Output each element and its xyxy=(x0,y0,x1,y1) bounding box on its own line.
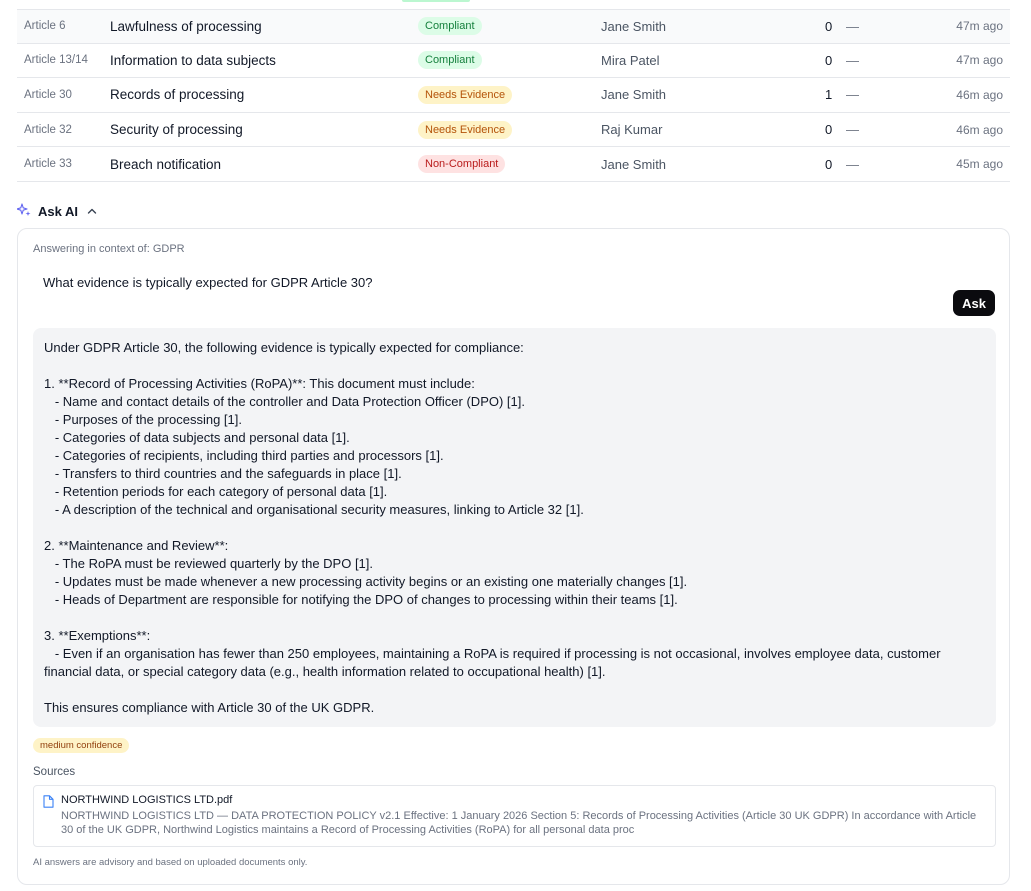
ask-ai-title: Ask AI xyxy=(38,204,78,219)
disclaimer: AI answers are advisory and based on uploaded documents only. xyxy=(33,857,308,868)
evidence-count: 0 xyxy=(825,122,833,138)
table-row[interactable] xyxy=(17,44,1010,79)
confidence-badge: medium confidence xyxy=(33,738,129,753)
empty-value: — xyxy=(846,87,859,103)
document-icon xyxy=(43,795,54,813)
updated-time: 46m ago xyxy=(956,122,1003,137)
status-cell xyxy=(418,86,512,104)
status-cell xyxy=(418,155,505,173)
article-ref: Article 13/14 xyxy=(24,54,88,67)
sources-label: Sources xyxy=(33,766,76,778)
evidence-count: 0 xyxy=(825,156,833,172)
empty-value: — xyxy=(846,18,859,34)
ai-answer xyxy=(33,328,996,727)
requirement-title: Security of processing xyxy=(110,122,243,138)
status-badge: Compliant xyxy=(418,51,482,69)
requirement-title: Lawfulness of processing xyxy=(110,18,262,34)
owner: Jane Smith xyxy=(601,87,667,103)
article-ref: Article 33 xyxy=(24,158,72,171)
requirement-title: Breach notification xyxy=(110,156,222,172)
ask-button[interactable]: Ask xyxy=(953,290,995,316)
article-ref: Article 6 xyxy=(24,20,66,33)
context-label: Answering in context of: GDPR xyxy=(33,243,185,255)
source-name: NORTHWIND LOGISTICS LTD.pdf xyxy=(61,794,233,806)
table-row[interactable] xyxy=(17,147,1010,182)
status-badge: Compliant xyxy=(418,17,482,35)
article-ref: Article 30 xyxy=(24,88,72,101)
article-ref: Article 32 xyxy=(24,123,72,136)
answer-text: Under GDPR Article 30, the following evidence is typically expected for compliance: 1. **Record of Processing Activities (RoPA)**: This document must include: - Name and contact details of the controller and Data Protection Officer (DPO) [1]. - Purposes of the processing [1]. - Categories of data subjects and personal data [1]. - Categories of recipients, including third parties and processors [1]. - Transfers to third countries and the safeguards in place [1]. - Retention periods for each category of personal data [1]. - A description of the technical and organisational security measures, linking to Article 32 [1]. 2. **Maintenance and Review**: - The RoPA must be reviewed quarterly by the DPO [1]. - Updates must be made whenever a new processing activity begins or an existing one materially changes [1]. - Heads of Department are responsible for notifying the DPO of changes to processing within their teams [1]. 3. **Exemptions**: - Even if an organisation has fewer than 250 employees, maintaining a RoPA is required if processing is not occasional, involves employee data, customer financial data, or special category data (e.g., health information related to occupational health) [1]. This ensures compliance with Article 30 of the UK GDPR. xyxy=(44,340,941,715)
requirement-title: Information to data subjects xyxy=(110,52,276,68)
requirement-title: Records of processing xyxy=(110,87,245,103)
empty-value: — xyxy=(846,122,859,138)
ask-ai-toggle[interactable] xyxy=(17,203,97,220)
evidence-count: 1 xyxy=(825,87,833,103)
question-input[interactable] xyxy=(33,271,993,294)
table-row[interactable] xyxy=(17,9,1010,44)
status-badge: Needs Evidence xyxy=(418,121,512,139)
ask-ai-panel xyxy=(17,228,1010,885)
empty-value: — xyxy=(846,52,859,68)
table-row[interactable] xyxy=(17,113,1010,148)
table-row[interactable] xyxy=(17,78,1010,113)
updated-time: 46m ago xyxy=(956,87,1003,102)
source-card[interactable] xyxy=(33,785,996,847)
updated-time: 47m ago xyxy=(956,19,1003,34)
updated-time: 45m ago xyxy=(956,157,1003,172)
status-cell xyxy=(418,121,512,139)
owner: Raj Kumar xyxy=(601,122,663,138)
status-badge: Needs Evidence xyxy=(418,86,512,104)
status-badge: Non-Compliant xyxy=(418,155,505,173)
evidence-count: 0 xyxy=(825,18,833,34)
evidence-count: 0 xyxy=(825,52,833,68)
updated-time: 47m ago xyxy=(956,53,1003,68)
compliance-table xyxy=(17,0,1010,182)
status-cell xyxy=(418,51,482,69)
empty-value: — xyxy=(846,156,859,172)
source-snippet: NORTHWIND LOGISTICS LTD — DATA PROTECTION POLICY v2.1 Effective: 1 January 2026 Section 5: Records of Processing Activities (Article 30 UK GDPR) In accordance with Article 30 of the UK GDPR, Northwind Logistics maintains a Record of Processing Activities (RoPA) for all personal data proc xyxy=(61,810,977,836)
status-cell xyxy=(418,17,482,35)
owner: Jane Smith xyxy=(601,156,667,172)
sparkle-icon xyxy=(17,203,31,220)
owner: Mira Patel xyxy=(601,52,660,68)
chevron-up-icon xyxy=(87,206,97,218)
owner: Jane Smith xyxy=(601,18,667,34)
